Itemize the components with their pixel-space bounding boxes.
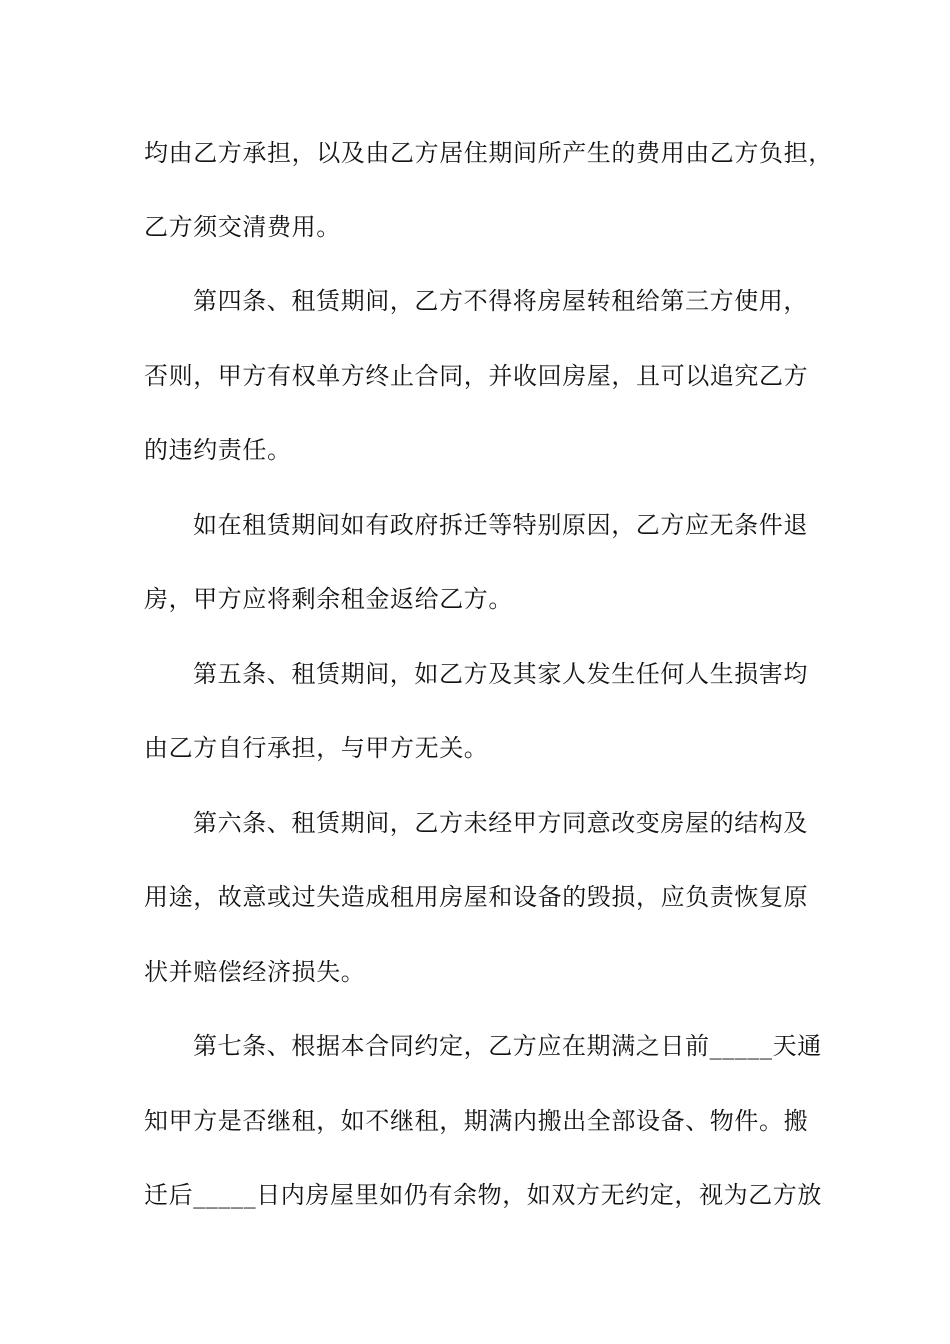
paragraph-start-article-7: 第七条、根据本合同约定，乙方应在期满之日前_____天通 — [193, 1032, 822, 1060]
text-line: 由乙方自行承担，与甲方无关。 — [144, 734, 489, 762]
text-line: 用途，故意或过失造成租用房屋和设备的毁损，应负责恢复原 — [144, 883, 809, 911]
text-line: 否则，甲方有权单方终止合同，并收回房屋，且可以追究乙方 — [144, 362, 809, 390]
text-line: 迁后_____日内房屋里如仍有余物，如双方无约定，视为乙方放 — [144, 1181, 822, 1209]
text-line: 的违约责任。 — [144, 436, 292, 464]
paragraph-start-article-5: 第五条、租赁期间，如乙方及其家人发生任何人生损害均 — [193, 660, 808, 688]
text-line: 乙方须交清费用。 — [144, 213, 341, 241]
text-line: 知甲方是否继租，如不继租，期满内搬出全部设备、物件。搬 — [144, 1107, 809, 1135]
paragraph-start-article-4: 第四条、租赁期间，乙方不得将房屋转租给第三方使用， — [193, 287, 808, 315]
text-line: 状并赔偿经济损失。 — [144, 958, 366, 986]
paragraph-start-demolition: 如在租赁期间如有政府拆迁等特别原因，乙方应无条件退 — [193, 511, 808, 539]
text-line: 房，甲方应将剩余租金返给乙方。 — [144, 585, 513, 613]
paragraph-start-article-6: 第六条、租赁期间，乙方未经甲方同意改变房屋的结构及 — [193, 809, 808, 837]
text-line: 均由乙方承担，以及由乙方居住期间所产生的费用由乙方负担， — [144, 139, 833, 167]
